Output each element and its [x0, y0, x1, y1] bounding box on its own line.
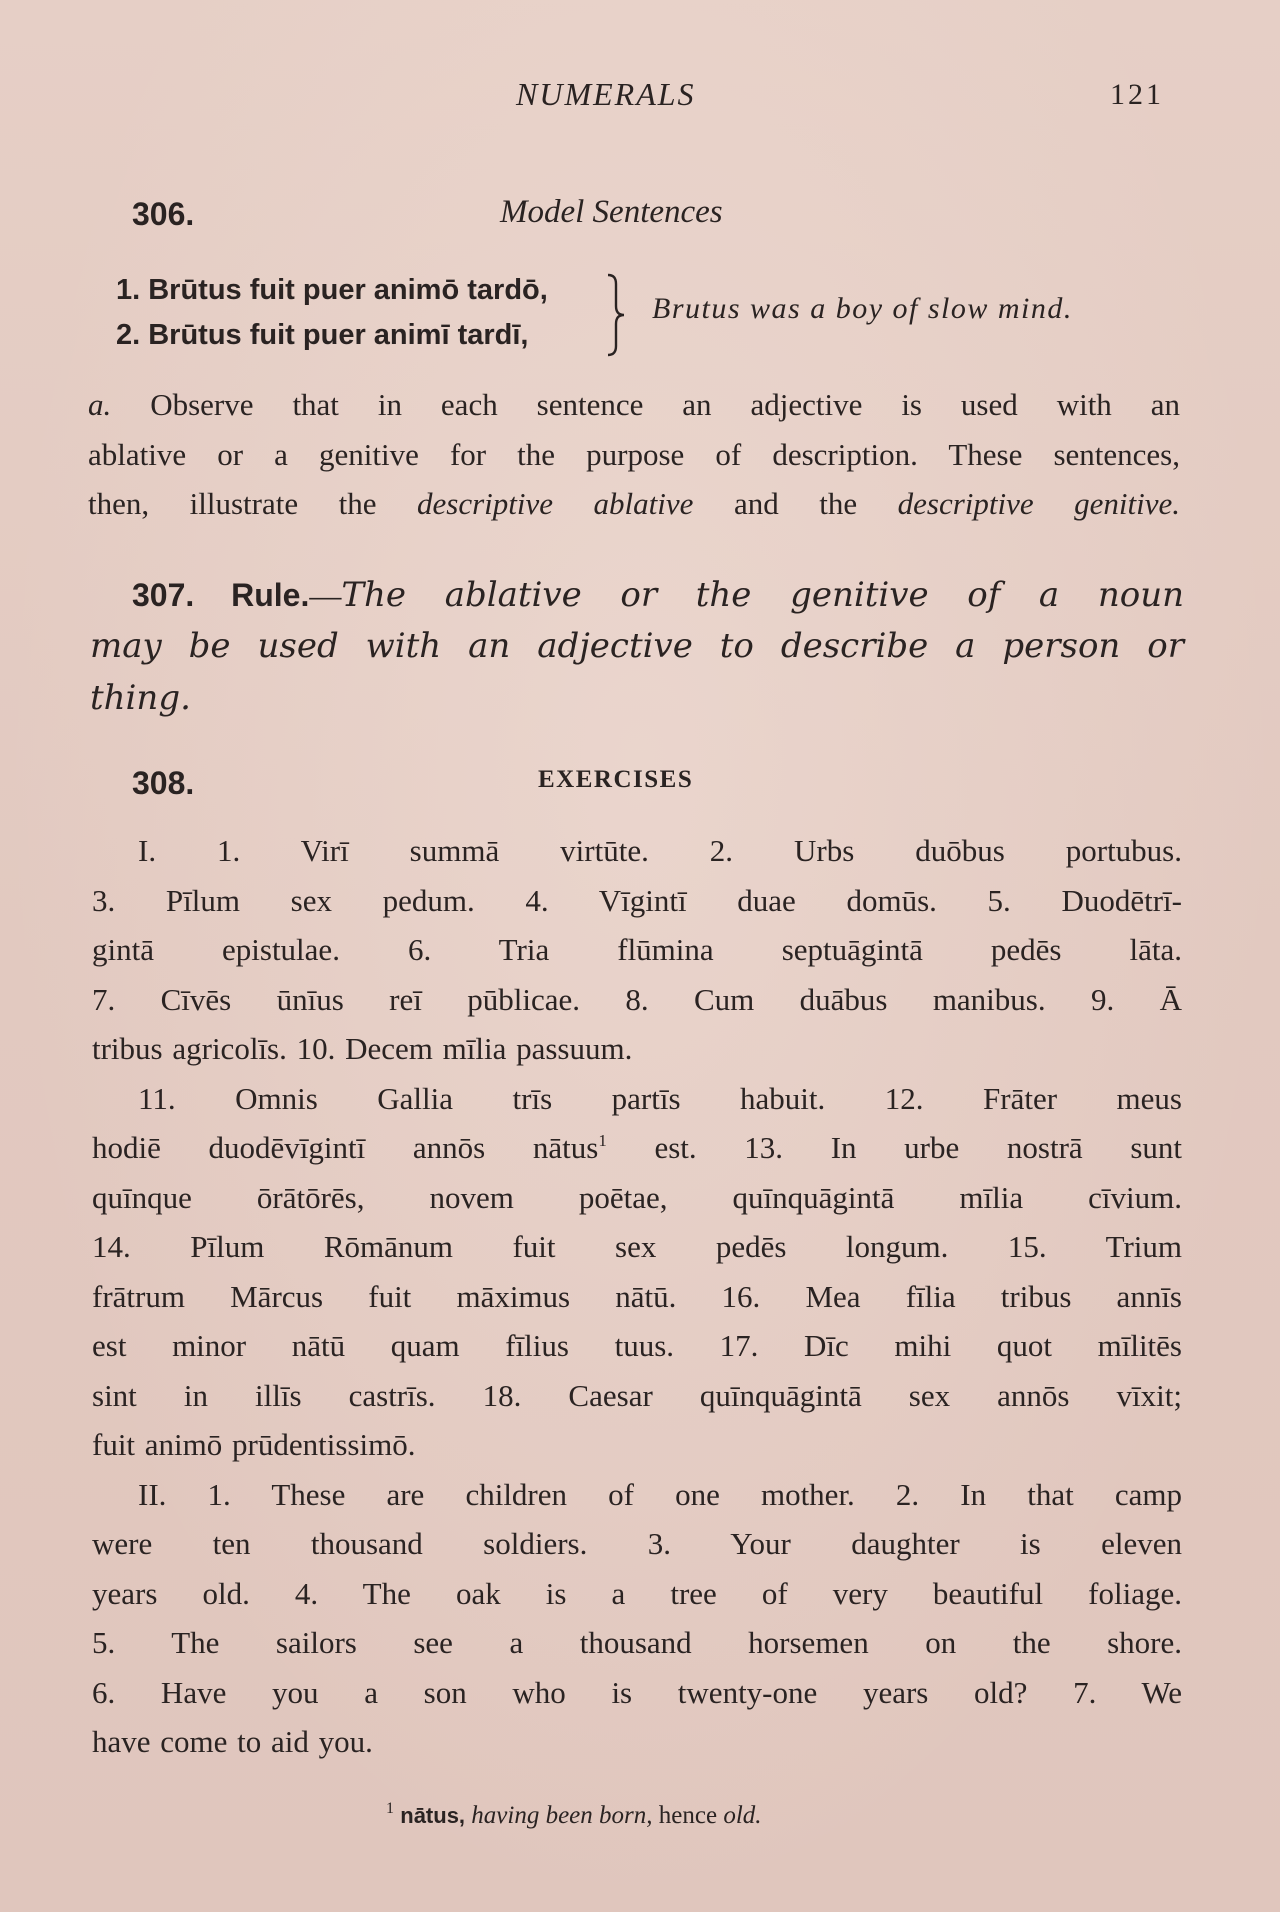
rule-continuation: [90, 620, 1184, 724]
exercise-line: 6. Have you a son who is twenty-one years old? 7. We: [92, 1674, 1182, 1710]
model-translation: Brutus was a boy of slow mind.: [652, 292, 1073, 325]
note-a-line-2: ablative or a genitive for the purpose of description. These sentences,: [88, 436, 1180, 472]
exercise-line: fuit animō prūdentissimō.: [92, 1427, 416, 1462]
model-sentence-1: 1. Brūtus fuit puer animō tardō,: [116, 274, 548, 306]
rule-line-1: 307. Rule.—The ablative or the genitive of a noun: [132, 575, 1185, 615]
note-a-line-3: then, illustrate the descriptive ablative and the descriptive genitive.: [88, 486, 1181, 521]
exercise-line: quīnque ōrātōrēs, novem poētae, quīnquāgintā mīlia cīvium.: [92, 1179, 1182, 1215]
exercise-line: years old. 4. The oak is a tree of very beautiful foliage.: [92, 1575, 1182, 1611]
page-number: 121: [1110, 78, 1164, 111]
rule-label: Rule.: [231, 577, 310, 613]
exercise-line: 14. Pīlum Rōmānum fuit sex pedēs longum. 15. Trium: [92, 1229, 1182, 1264]
section-306-heading: Model Sentences: [500, 194, 723, 230]
exercises-part-1: [92, 826, 1182, 1767]
rule-line-2: may be used with an adjective to describe a person or: [90, 626, 1184, 666]
exercise-line: 5. The sailors see a thousand horsemen on the shore.: [92, 1625, 1182, 1660]
exercise-line: tribus agricolīs. 10. Decem mīlia passuum.: [92, 1031, 633, 1066]
exercise-line: 11. Omnis Gallia trīs partīs habuit. 12. Frāter meus: [138, 1080, 1182, 1116]
exercise-line: 3. Pīlum sex pedum. 4. Vīgintī duae domūs. 5. Duodētrī-: [92, 882, 1182, 918]
note-a-label: a.: [88, 387, 112, 422]
note-a-line-1: a. Observe that in each sentence an adjective is used with an: [88, 387, 1181, 422]
model-sentence-2: 2. Brūtus fuit puer animī tardī,: [116, 319, 529, 351]
exercise-line: sint in illīs castrīs. 18. Caesar quīnquāgintā sex annōs vīxit;: [92, 1377, 1182, 1413]
exercise-line: I. 1. Virī summā virtūte. 2. Urbs duōbus portubus.: [138, 833, 1182, 868]
exercise-line: est minor nātū quam fīlius tuus. 17. Dīc mihi quot mīlitēs: [92, 1328, 1182, 1363]
exercise-line: 7. Cīvēs ūnīus reī pūblicae. 8. Cum duābus manibus. 9. Ā: [92, 981, 1182, 1017]
right-brace-icon: [604, 272, 630, 358]
section-306-number: 306.: [132, 196, 195, 232]
section-307-rule: [132, 568, 1184, 621]
running-head: [0, 76, 1280, 116]
term-descriptive-genitive: descriptive genitive.: [897, 486, 1181, 521]
section-307-number: 307.: [132, 577, 195, 613]
exercise-line: have come to aid you.: [92, 1724, 373, 1759]
footnote-marker: 1: [598, 1131, 607, 1150]
running-title: NUMERALS: [516, 76, 696, 112]
section-308-heading: EXERCISES: [538, 766, 694, 793]
exercise-line: gintā epistulae. 6. Tria flūmina septuāgintā pedēs lāta.: [92, 932, 1182, 967]
exercise-line: frātrum Mārcus fuit māximus nātū. 16. Mea fīlia tribus annīs: [92, 1278, 1182, 1314]
exercise-line: II. 1. These are children of one mother. 2. In that camp: [138, 1476, 1182, 1512]
note-a: [88, 380, 1180, 529]
rule-line-3: thing.: [90, 678, 191, 718]
exercise-line: hodiē duodēvīgintī annōs nātus$^1$ est. 13. In urbe nostrā sunt: [92, 1130, 1183, 1165]
footnote: $^1$ nātus, having been born, hence old.: [386, 1800, 762, 1829]
term-descriptive-ablative: descriptive ablative: [417, 486, 694, 521]
exercise-line: were ten thousand soldiers. 3. Your daughter is eleven: [92, 1526, 1182, 1561]
section-308-number: 308.: [132, 765, 195, 801]
